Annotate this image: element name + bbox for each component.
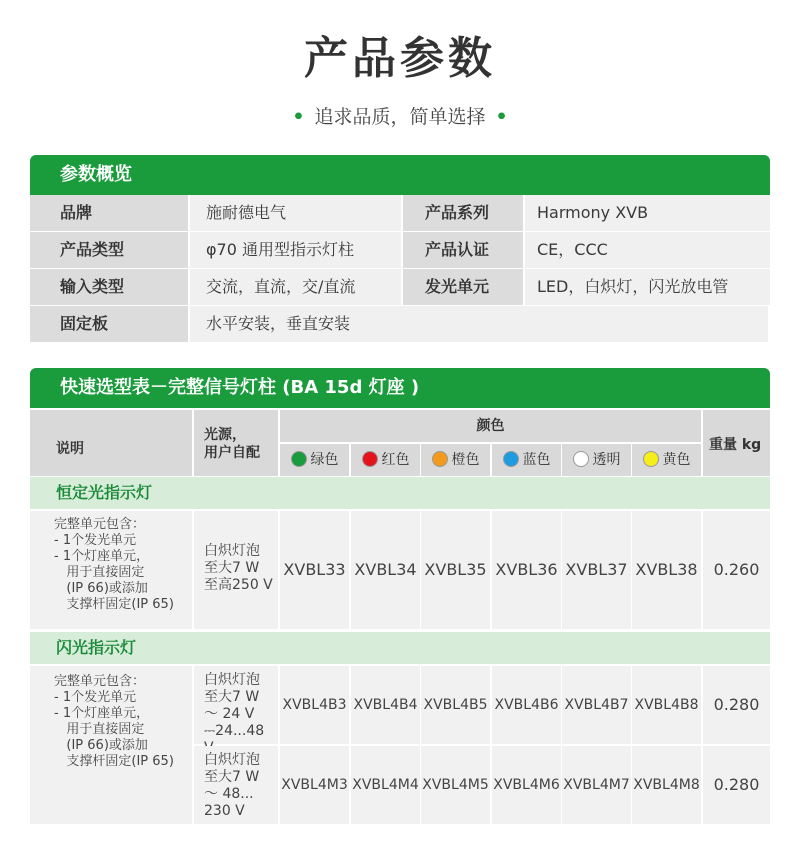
col-weight-header: 重量 kg	[703, 410, 770, 476]
light-source-line: 白炽灯泡	[204, 752, 260, 768]
light-source-cell	[194, 746, 278, 824]
description-cell	[30, 666, 192, 824]
product-code-cell: XVBL4M4	[351, 746, 420, 824]
product-code-cell: XVBL34	[351, 511, 420, 629]
product-code-cell: XVBL4M3	[280, 746, 349, 824]
color-header-4	[562, 444, 631, 476]
overview-value: 施耐德电气	[190, 195, 403, 231]
subtitle-text: 追求品质，简单选择	[314, 106, 486, 128]
col-source-line1: 光源，	[204, 427, 246, 443]
overview-key: 发光单元	[403, 269, 525, 305]
color-swatch-icon	[573, 451, 589, 467]
product-code-cell: XVBL4B8	[632, 666, 701, 744]
light-source-line: 白炽灯泡	[204, 543, 260, 559]
description-cell	[30, 511, 192, 629]
product-code-cell: XVBL33	[280, 511, 349, 629]
product-code-cell: XVBL38	[632, 511, 701, 629]
col-desc-header: 说明	[30, 410, 192, 476]
description-line: (IP 66)或添加	[54, 738, 148, 753]
color-swatch-icon	[291, 451, 307, 467]
color-label: 透明	[592, 452, 621, 468]
product-code-cell: XVBL36	[492, 511, 561, 629]
description-line: 支撑杆固定(IP 65)	[54, 597, 174, 612]
overview-value: 水平安装，垂直安装	[190, 306, 770, 342]
col-source-line2: 用户自配	[204, 445, 260, 461]
overview-key: 产品类型	[30, 232, 190, 268]
page-title: 产品参数	[304, 33, 496, 84]
category-row: 恒定光指示灯	[30, 477, 770, 509]
color-label: 黄色	[662, 452, 691, 468]
color-header-3	[492, 444, 561, 476]
product-code-cell: XVBL4M5	[421, 746, 490, 824]
color-label: 蓝色	[522, 452, 551, 468]
product-code-cell: XVBL4B3	[280, 666, 349, 744]
light-source-line: 至大7 W	[204, 769, 260, 785]
description-line: 支撑杆固定(IP 65)	[54, 754, 174, 769]
light-source-line: ⎓24...48	[204, 723, 265, 739]
overview-key: 品牌	[30, 195, 190, 231]
product-code-cell: XVBL4B7	[562, 666, 631, 744]
overview-row	[30, 232, 770, 268]
description-line: - 1个发光单元	[54, 690, 137, 705]
overview-heading: 参数概览	[30, 155, 770, 195]
overview-key: 固定板	[30, 306, 190, 342]
category-row: 闪光指示灯	[30, 632, 770, 664]
col-color-header: 颜色	[280, 410, 701, 442]
overview-row	[30, 306, 770, 342]
color-swatch-icon	[432, 451, 448, 467]
overview-key: 产品系列	[403, 195, 525, 231]
group-block	[30, 666, 770, 826]
overview-key: 产品认证	[403, 232, 525, 268]
selection-table	[30, 410, 770, 826]
product-code-cell: XVBL4M6	[492, 746, 561, 824]
page-subtitle	[0, 102, 800, 129]
overview-key: 输入类型	[30, 269, 190, 305]
color-label: 橙色	[451, 452, 480, 468]
description-line: (IP 66)或添加	[54, 581, 148, 596]
light-source-cell	[194, 511, 278, 629]
light-source-line: ～ 48...	[204, 786, 254, 802]
product-code-cell: XVBL4M8	[632, 746, 701, 824]
col-source-header	[194, 410, 278, 476]
description-line: 完整单元包含：	[54, 517, 146, 532]
product-code-cell: XVBL4B5	[421, 666, 490, 744]
description-line: - 1个发光单元	[54, 533, 137, 548]
overview-value: 交流，直流，交/直流	[190, 269, 403, 305]
description-line: 用于直接固定	[54, 722, 145, 737]
color-swatch-icon	[503, 451, 519, 467]
light-source-line: 至高250 V	[204, 577, 273, 593]
group-block	[30, 511, 770, 631]
overview-value: CE，CCC	[525, 232, 770, 268]
light-source-line: 至大7 W	[204, 560, 260, 576]
weight-cell: 0.280	[703, 746, 770, 824]
product-code-cell: XVBL4B6	[492, 666, 561, 744]
product-code-cell: XVBL4B4	[351, 666, 420, 744]
color-header-1	[351, 444, 420, 476]
color-label: 绿色	[310, 452, 339, 468]
overview-value: Harmony XVB	[525, 195, 770, 231]
description-line: 完整单元包含：	[54, 674, 146, 689]
description-line: - 1个灯座单元，	[54, 549, 150, 564]
overview-row	[30, 195, 770, 231]
selection-header	[30, 410, 770, 476]
description-line: 用于直接固定	[54, 565, 145, 580]
color-swatch-icon	[362, 451, 378, 467]
overview-value: LED，白炽灯，闪光放电管	[525, 269, 770, 305]
color-swatch-icon	[643, 451, 659, 467]
overview-value: φ70 通用型指示灯柱	[190, 232, 403, 268]
overview-row	[30, 269, 770, 305]
light-source-cell	[194, 666, 278, 744]
light-source-line: 白炽灯泡	[204, 672, 260, 688]
color-header-2	[421, 444, 490, 476]
product-code-cell: XVBL4M7	[562, 746, 631, 824]
color-label: 红色	[381, 452, 410, 468]
weight-cell: 0.280	[703, 666, 770, 744]
color-header-5	[632, 444, 701, 476]
product-code-cell: XVBL35	[421, 511, 490, 629]
light-source-line: 至大7 W	[204, 689, 260, 705]
bullet-right: •	[495, 106, 508, 128]
bullet-left: •	[292, 106, 305, 128]
light-source-line: ～ 24 V	[204, 706, 255, 722]
product-code-cell: XVBL37	[562, 511, 631, 629]
overview-table	[30, 195, 770, 343]
description-line: - 1个灯座单元，	[54, 706, 150, 721]
selection-heading: 快速选型表－完整信号灯柱 (BA 15d 灯座 )	[30, 368, 770, 408]
weight-cell: 0.260	[703, 511, 770, 629]
light-source-line: 230 V	[204, 803, 245, 819]
color-header-0	[280, 444, 349, 476]
